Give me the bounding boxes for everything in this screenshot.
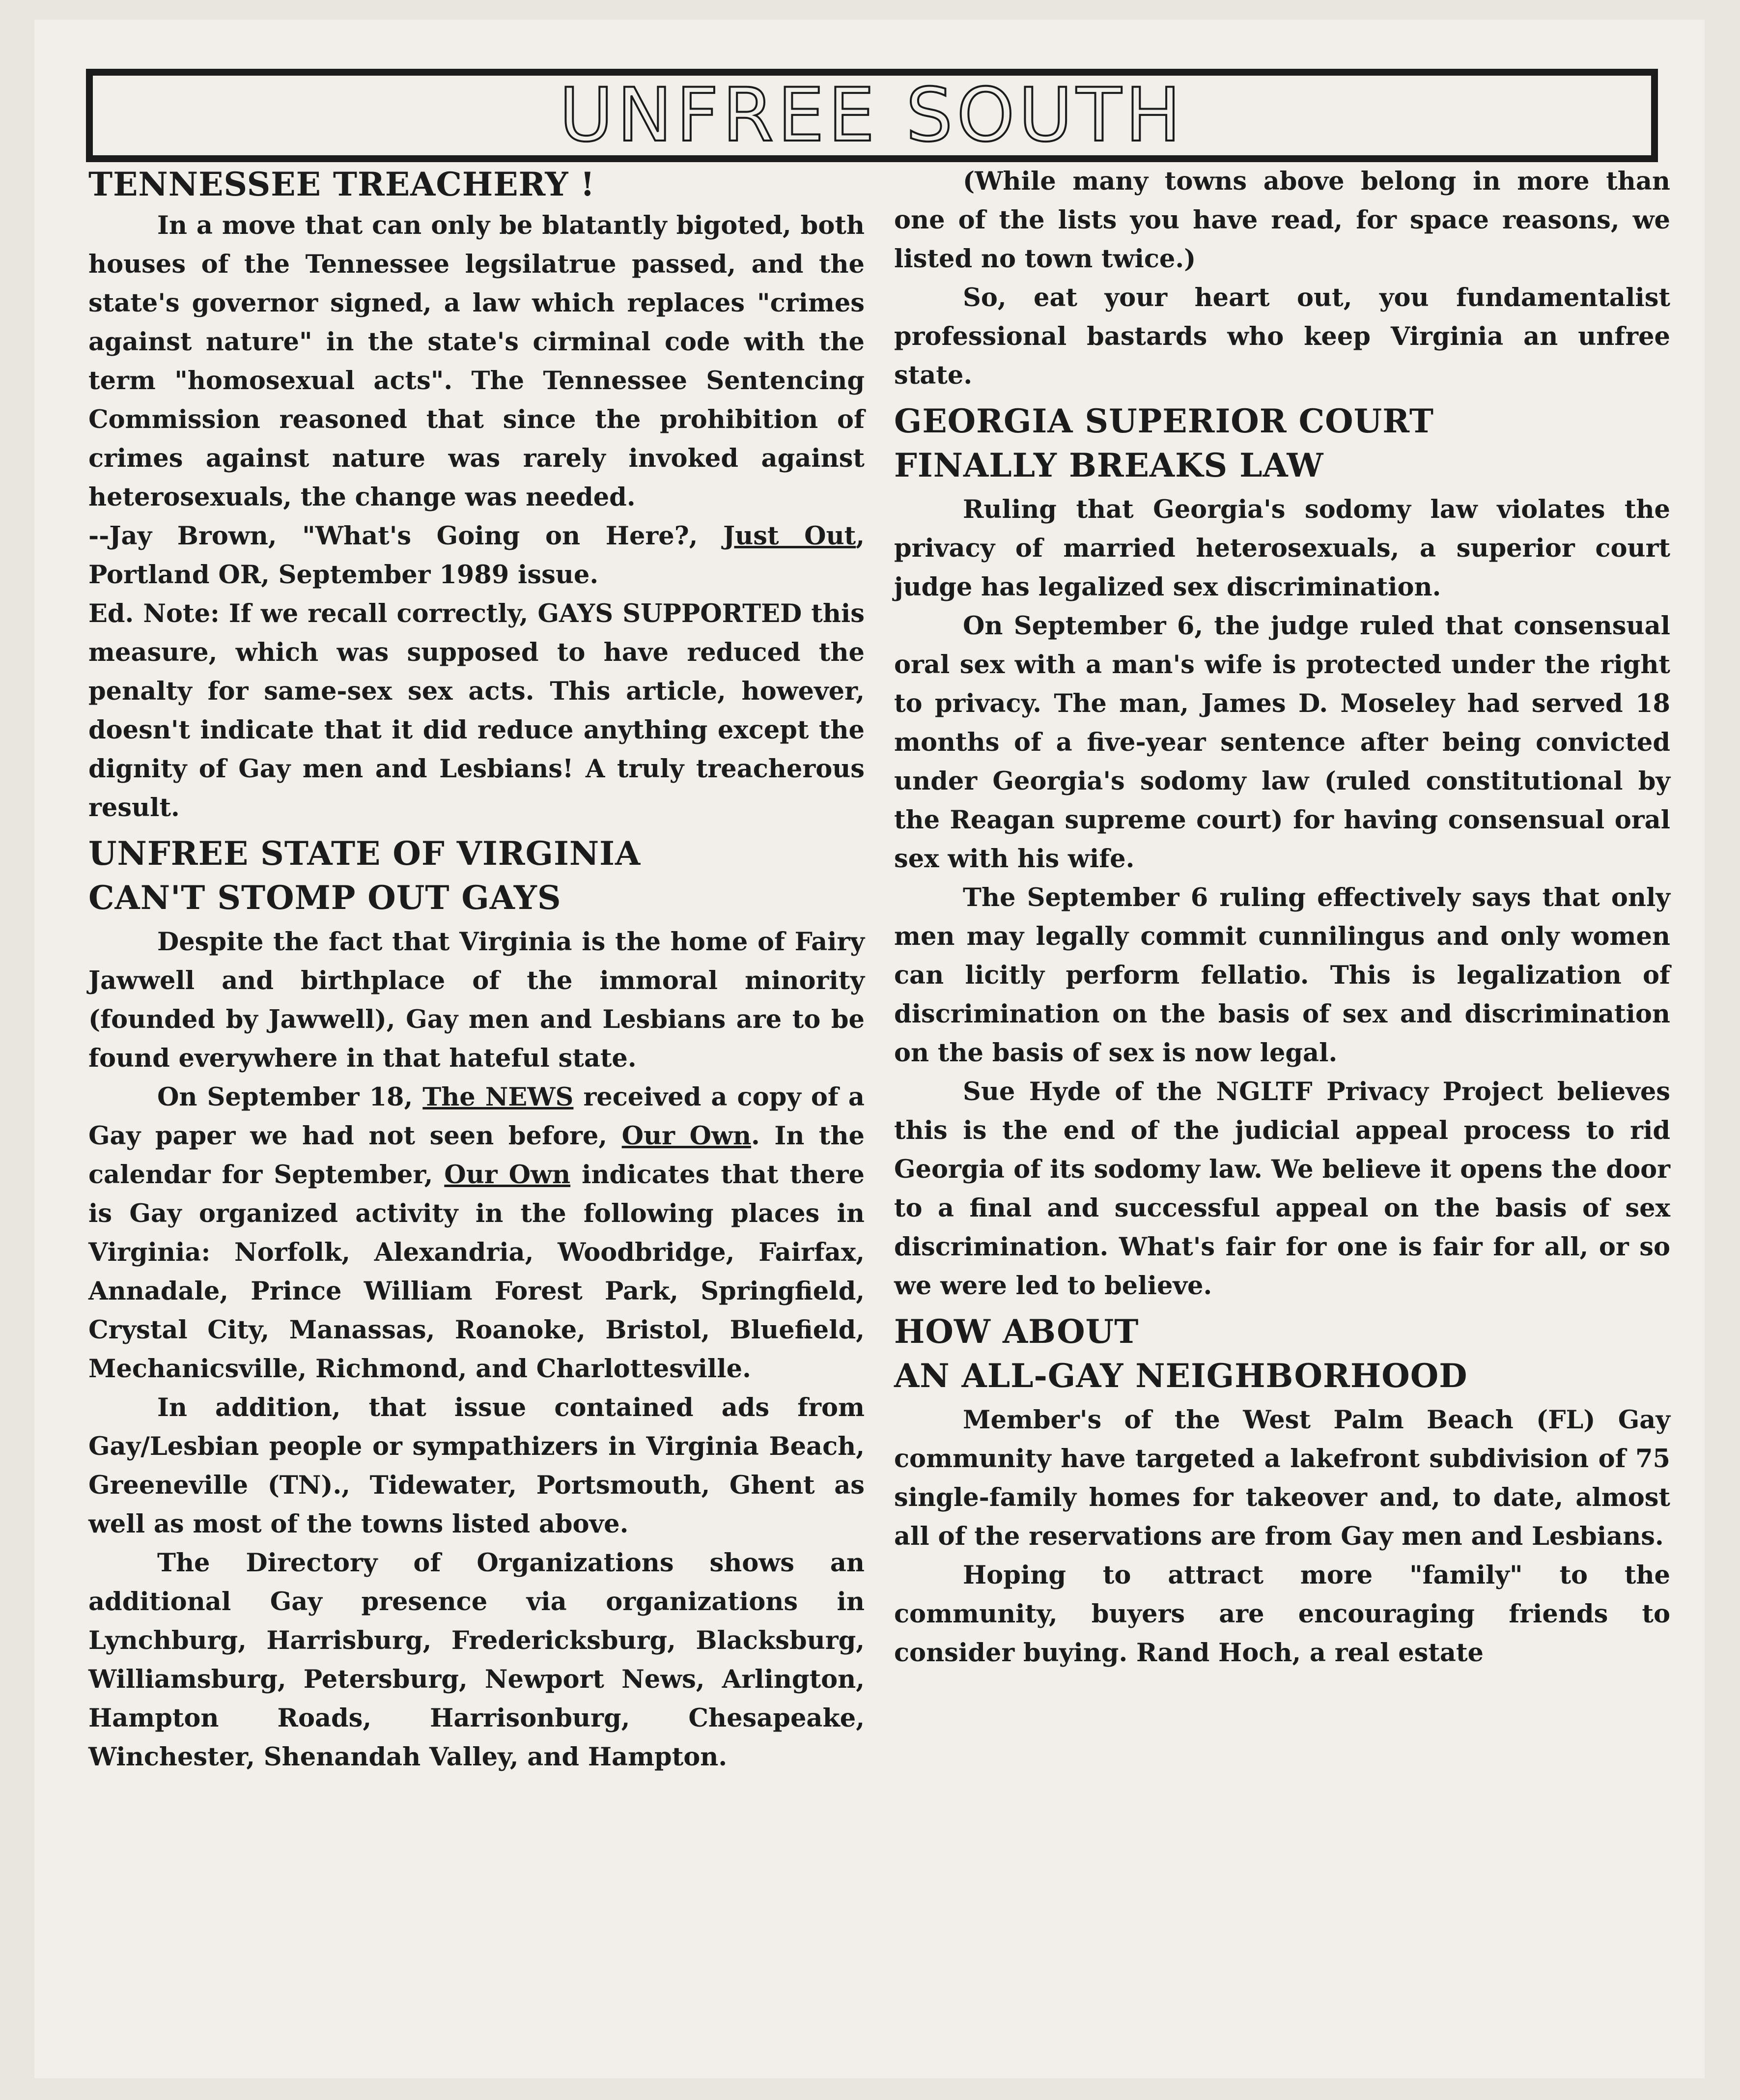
georgia-para1: Ruling that Georgia's sodomy law violates the privacy of married heterosexuals, a superior court judge has legalized sex discrimination. (894, 495, 1670, 602)
right-column (894, 162, 1670, 1673)
tennessee-editor-note: Ed. Note: If we recall correctly, GAYS SUPPORTED this measure, which was supposed to have reduced the penalty for same-sex sex acts. This article, however, doesn't indicate that it did reduce anything except the dignity of Gay men and Lesbians! A truly treacherous result. (88, 599, 865, 823)
georgia-para4: Sue Hyde of the NGLTF Privacy Project believes this is the end of the judicial appeal process to rid Georgia of its sodomy law. We believe it opens the door to a final and successful appeal on the basis of sex discrimination. What's fair for one is fair for all, or so we were led to believe. (894, 1077, 1670, 1301)
virginia-para2-a: On September 18, (157, 1082, 423, 1112)
tennessee-body: In a move that can only be blatantly bigoted, both houses of the Tennessee legsilatrue passed, and the state's governor signed, a law which replaces "crimes against nature" in the state's cirminal code with the term "homosexual acts". The Tennessee Sentencing Commission reasoned that since the prohibition of crimes against nature was rarely invoked against heterosexuals, the change was needed. (88, 211, 865, 512)
masthead-title: UNFREE SOUTH (559, 73, 1185, 158)
our-own-title-2: Our Own (444, 1160, 571, 1190)
virginia-headline-line2: CAN'T STOMP OUT GAYS (88, 879, 561, 917)
virginia-para6: So, eat your heart out, you fundamentalist professional bastards who keep Virginia an unfree state. (894, 283, 1670, 390)
georgia-para2: On September 6, the judge ruled that consensual oral sex with a man's wife is protected under the right to privacy. The man, James D. Moseley had served 18 months of a five-year sentence after being convicted under Georgia's sodomy law (ruled constitutional by the Reagan supreme court) for having consensual oral sex with his wife. (894, 611, 1670, 874)
the-news-title: The NEWS (422, 1082, 574, 1112)
virginia-para3: In addition, that issue contained ads from Gay/Lesbian people or sympathizers in Virginia Beach, Greeneville (TN)., Tidewater, Portsmouth, Ghent as well as most of the towns listed above. (88, 1393, 865, 1539)
virginia-headline-line1: UNFREE STATE OF VIRGINIA (88, 834, 641, 873)
neighborhood-headline-line2: AN ALL-GAY NEIGHBORHOOD (894, 1357, 1468, 1395)
georgia-para3: The September 6 ruling effectively says that only men may legally commit cunnilingus and only women can licitly perform fellatio. This is legalization of discrimination on the basis of sex and discrimination on the basis of sex is now legal. (894, 883, 1670, 1068)
neighborhood-headline-line1: HOW ABOUT (894, 1312, 1139, 1351)
virginia-para2-b: received a copy of a Gay paper we had not seen before, (88, 1082, 865, 1151)
neighborhood-para1: Member's of the West Palm Beach (FL) Gay community have targeted a lakefront subdivision of 75 single-family homes for takeover and, to date, almost all of the reservations are from Gay men and Lesbians. (894, 1405, 1670, 1551)
virginia-para4: The Directory of Organizations shows an additional Gay presence via organizations in Lynchburg, Harrisburg, Fredericksburg, Blacksburg, Williamsburg, Petersburg, Newport News, Arlington, Hampton Roads, Harrisonburg, Chesapeake, Winchester, Shenandah Valley, and Hampton. (88, 1548, 865, 1772)
masthead-box (86, 69, 1658, 162)
tennessee-source-suffix: , Portland OR, September 1989 issue. (88, 521, 865, 590)
left-column (88, 162, 865, 1777)
virginia-para2 (88, 1078, 865, 1389)
virginia-para2-d: indicates that there is Gay organized activity in the following places in Virginia: Norfolk, Alexandria, Woodbridge, Fairfax, Annadale, Prince William Forest Park, Springfield, Crystal City, Manassas, Roanoke, Bristol, Bluefield, Mechanicsville, Richmond, and Charlottesville. (88, 1160, 865, 1384)
tennessee-headline: TENNESSEE TREACHERY ! (88, 165, 595, 203)
our-own-title: Our Own (621, 1121, 752, 1151)
tennessee-source-prefix: --Jay Brown, "What's Going on Here?, (88, 521, 724, 551)
georgia-headline-line1: GEORGIA SUPERIOR COURT (894, 402, 1434, 440)
tennessee-source (88, 517, 865, 595)
neighborhood-para2: Hoping to attract more "family" to the community, buyers are encouraging friends to consider buying. Rand Hoch, a real estate (894, 1561, 1670, 1668)
virginia-para5: (While many towns above belong in more than one of the lists you have read, for space reasons, we listed no town twice.) (894, 167, 1670, 274)
virginia-para1: Despite the fact that Virginia is the home of Fairy Jawwell and birthplace of the immoral minority (founded by Jawwell), Gay men and Lesbians are to be found everywhere in that hateful state. (88, 927, 865, 1073)
tennessee-source-publication: Just Out (723, 521, 856, 551)
virginia-para2-c: . In the calendar for September, (88, 1121, 865, 1190)
georgia-headline-line2: FINALLY BREAKS LAW (894, 446, 1324, 484)
